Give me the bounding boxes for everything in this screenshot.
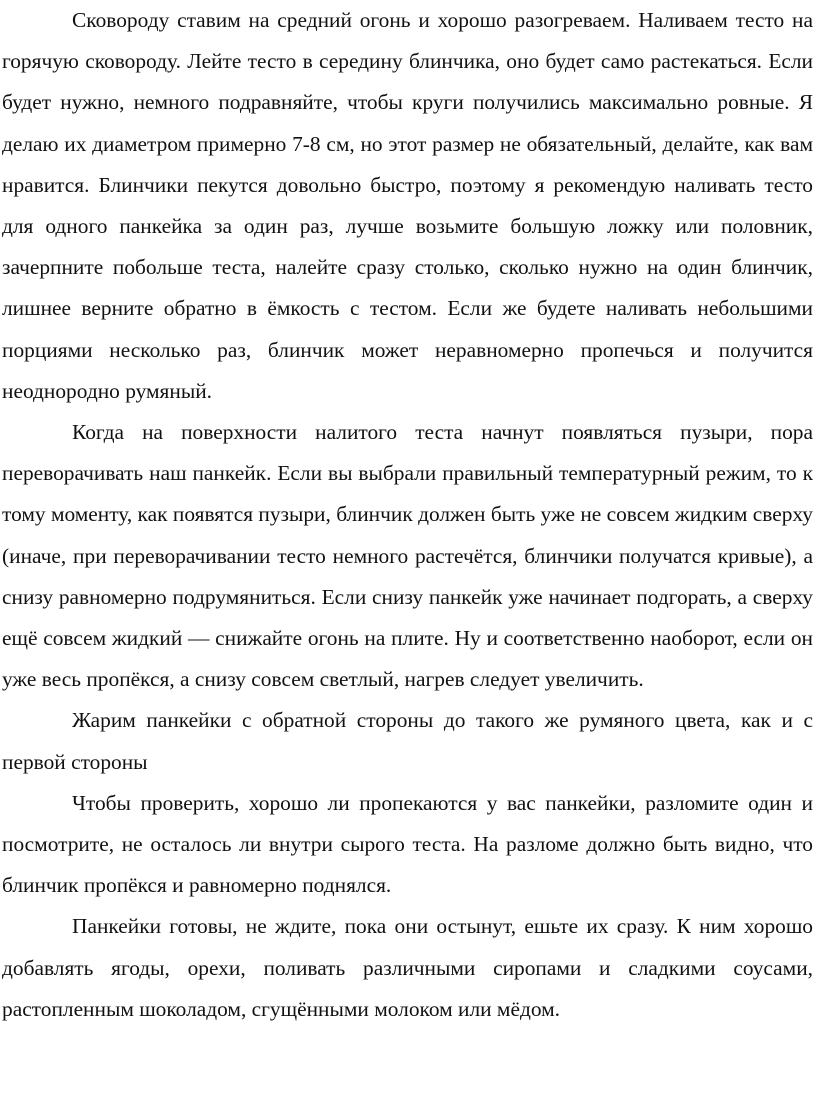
body-text [2, 0, 813, 1030]
paragraph-heating-pan: Сковороду ставим на средний огонь и хорошо разогреваем. Наливаем тесто на горячую сковороду. Лейте тесто в середину блинчика, оно будет само растекаться. Если будет нужно, немного подравняйте, чтобы круги получились максимально ровные. Я делаю их диаметром примерно 7-8 см, но этот размер не обязательный, делайте, как вам нравится. Блинчики пекутся довольно быстро, поэтому я рекомендую наливать тесто для одного панкейка за один раз, лучше возьмите большую ложку или половник, зачерпните побольше теста, налейте сразу столько, сколько нужно на один блинчик, лишнее верните обратно в ёмкость с тестом. Если же будете наливать небольшими порциями несколько раз, блинчик может неравномерно пропечься и получится неоднородно румяный. [2, 8, 813, 403]
paragraph-flipping: Когда на поверхности налитого теста начнут появляться пузыри, пора переворачивать наш панкейк. Если вы выбрали правильный температурный режим, то к тому моменту, как появятся пузыри, блинчик должен быть уже не совсем жидким сверху (иначе, при переворачивании тесто немного растечётся, блинчики получатся кривые), а снизу равномерно подрумяниться. Если снизу панкейк уже начинает подгорать, а сверху ещё совсем жидкий — снижайте огонь на плите. Ну и соответственно наоборот, если он уже весь пропёкся, а снизу совсем светлый, нагрев следует увеличить. [2, 420, 813, 692]
paragraph-second-side: Жарим панкейки с обратной стороны до такого же румяного цвета, как и с первой стороны [2, 708, 813, 774]
paragraph-doneness-check: Чтобы проверить, хорошо ли пропекаются у вас панкейки, разломите один и посмотрите, не осталось ли внутри сырого теста. На разломе должно быть видно, что блинчик пропёкся и равномерно поднялся. [2, 790, 813, 898]
paragraph-serving: Панкейки готовы, не ждите, пока они остынут, ешьте их сразу. К ним хорошо добавлять ягоды, орехи, поливать различными сиропами и сладкими соусами, растопленным шоколадом, сгущёнными молоком или мёдом. [2, 914, 813, 1021]
